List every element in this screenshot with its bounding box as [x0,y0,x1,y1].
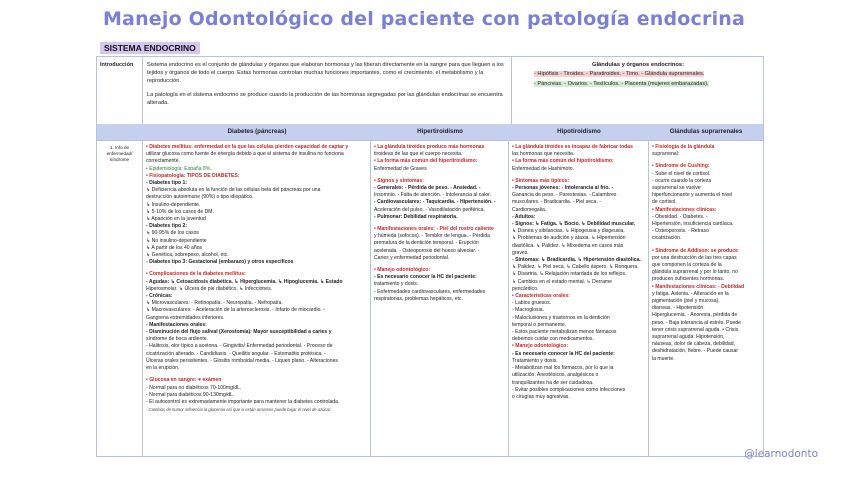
col2-line: - Cardiovasculares: - Taquicardia. - Hipertensión. - [374,199,496,206]
col2-line: prematura de la dentición temporal. - Erupción [374,240,479,247]
glands-title: Glándulas y órganos endocrinos: [591,62,685,68]
col2-line: Aceleración del pulso. - Vasodilatación periférica. [374,206,485,213]
col3-line: ↳ Cambios en el estado mental. ↳ Derrame [512,278,612,285]
col1-line: - Agudas: ↳ Cetoacidosis diabética. ↳ Hiperglucemia. ↳ Hipoglucemia. ↳ Estado [146,278,343,285]
col1-line: - El autocontrol es extremadamente importante para mantener la diabetes controlada. [146,398,340,405]
col1-line: ↳ A partir de los 40 años [146,244,203,251]
col1-line: ↳ Aparición en la juventud [146,216,206,223]
col2-line: - Pulmonar: Debilidad respiratoria. [374,213,458,220]
col3-line: musculares. - Bradicardia. - Piel seca. - [512,199,601,206]
col3-line: ↳ Disartria. ↳ Relajación retardada de los reflejos. [512,271,627,278]
hipertiroidismo-column [371,141,509,457]
col1-line: ↳ No insulino-dependiente [146,237,207,244]
col3-line: pericárdico. [512,285,539,292]
glands-box [511,57,764,124]
col3-line: - Es necesario conocer la HC del paciente: [512,350,615,357]
col1-line: - Manifestaciones orales: [146,321,207,328]
col3-line: tranquilizantes ha de ser cuidadosa. [512,379,594,386]
col2-line: • La forma más común del hipertiroidismo: [374,158,478,165]
column-headers [97,124,763,141]
col3-line: ↳ Palidez. ↳ Piel seca. ↳ Cabello áspero. ↳ Ronquera. [512,264,639,271]
col4-line: y fatiga. Astenia. - Alteración en la [652,290,729,297]
col3-line: • La forma más común del hipotiroidismo: [512,158,614,165]
col2-line: Caries y enfermedad periodontal. [374,254,450,261]
col4-line: pigmentación (piel y mucosa), [652,298,720,305]
col2-line: • Signos y síntomas: [374,177,424,184]
col2-line: tratamiento y dosis. [374,281,419,288]
col1-line: - Crónicas: [146,293,173,300]
header-hipertiroidismo: Hipertiroidismo [417,128,463,135]
header-diabetes: Diabetes (páncreas) [227,128,287,135]
col4-line: suprarrenal: [652,151,680,158]
col1-line: ↳ 5-10% de los casos de DM. [146,208,214,215]
page-title: Manejo Odontológico del paciente con patología endocrina [102,8,746,30]
col4-line: por una destrucción de las tres capas [652,254,737,261]
col4-line: diarreas. - Hipotensión. [652,305,705,312]
glands-line-1: - Hipófisis - Tiroides. - Paratiroides. - Timo. - Glándula suprarrenales. [534,71,705,77]
suprarrenales-column [649,141,763,457]
hipotiroidismo-column [509,141,649,457]
col1-line: Úlceras orales persistentes. - Glositis romboidal media. - Liquen plano. - Alteraciones [146,357,338,364]
col3-line: ↳ Problemas de audición y ataxia. ↳ Hipertensión [512,235,626,242]
col2-line: - Generales: - Pérdida de peso. - Ansiedad. - [374,185,481,192]
col3-line: - Labios gruesos. [512,300,552,307]
col3-line: - Evitar posibles complicaciones como infecciones [512,386,626,393]
col4-line: suprarrenal se vuelve [652,185,701,192]
col4-line: - Sube el nivel de cortisol. [652,170,711,177]
summary-table [96,56,764,457]
col1-line: - Diabetes tipo 1: [146,180,188,187]
col2-line: acelerada. - Osteoporosis del hueso alveolar. - [374,247,480,254]
intro-paragraph-2: La patología en el sistema endocrino se produce cuando la producción de las hormonas segregadas por las glándulas endocrinas se encuentra alterada. [147,92,503,106]
col1-line: ↳ Insulino-dependiente. [146,201,201,208]
col3-line: debemos cuidar con medicamentos. [512,336,594,343]
col1-line: • Epidemiología: España 8%. [146,165,212,172]
col1-line: • Complicaciones de la diabetes mellitus: [146,271,246,278]
glands-line-2: - Páncreas. - Ovarios. - Testículos. - Placenta (mujeres embarazadas). [534,81,709,87]
col4-line: - Osteoporosis. - Retraso [652,228,709,235]
col3-line: o cirugías muy agresivas. [512,393,570,400]
col1-line: cicatrización alterado. - Candidiasis. - Queilitis angular. - Estomatitis protésica. - [146,350,326,357]
col3-line: • Características orales: [512,293,570,300]
col1-line: ↳ Microvasculares: - Retinopatía. - Neuropatía. - Nefropatía. [146,300,283,307]
col3-line: diastólica. ↳ Palidez. ↳ Mixedema en casos más [512,242,624,249]
col3-line: - Macroglosia. [512,307,544,314]
col3-line: temporal o permanente. [512,321,567,328]
col1-line: - Cambios de humor influencia la glucemia así que si están ansiosos puede bajar el nivel de azúcar. [146,407,332,413]
col4-line: • Síndrome de Addison: se produce [652,247,738,254]
intro-row [97,57,763,125]
col4-line: - Obesidad. - Diabetes. - [652,213,708,220]
col4-line: de cortisol. [652,199,677,206]
col1-line: - Diabetes tipo 3: Gestacional (embarazo) y otros específicos [146,259,294,266]
col3-line: - Estos paciente metabolizan menos fármacos [512,329,617,336]
col3-line: - Personas jóvenes: - Intolerancia al frío. - [512,185,614,192]
col4-line: • Manifestaciones clínicas: [652,206,717,213]
col2-line: - Enfermedades cardiovasculares, enfermedades [374,288,486,295]
col2-line: • Manejo odontológico: [374,267,431,274]
col1-line: síndrome de boca ardiente. [146,336,209,343]
col1-line: Gangrena extremidades inferiores. [146,314,225,321]
col4-line: hiperfuncionante y aumenta el nivel [652,192,733,199]
col4-line: la muerte. [652,355,675,362]
col2-line: respiratorias, problemas hepáticos, etc. [374,295,463,302]
col1-line: ↳ Deficiencia absoluta en la función de las células beta del páncreas por una [146,187,321,194]
row-label: 1. Info de enfermedad/ síndrome [97,141,143,457]
col1-line: - Diabetes tipo 2: [146,223,188,230]
col3-line: las hormonas que necesita. [512,151,575,158]
col1-line: destrucción autoinmune (90%) o tipo idiopático. [146,194,254,201]
intro-text [147,61,509,113]
col1-line: correctamente. [146,158,180,165]
col2-line: Enfermedad de Graves [374,165,427,172]
col1-line: en la erupción. [146,365,180,372]
header-suprarrenales: Glándulas suprarrenales [669,128,743,135]
col1-line: • Fisiopatología: TIPOS DE DIABETES: [146,172,240,179]
col1-line: Hiperosmolar. ↳ Úlcera de pie diabético. ↳ Infecciones. [146,285,273,292]
col4-line: • Manifestaciones clínicas: - Debilidad [652,283,745,290]
col1-line: utilizar glucosa como fuente de energía debido a que el sistema de insulina no funciona [146,151,344,158]
col1-line: - Disminución del flujo salival (Xerostomía): Mayor susceptibilidad a caries y [146,329,332,336]
col3-line: • Manejo odontológico: [512,343,569,350]
col2-line: Insomnio. - Falta de atención. - Intolerancia al calor. [374,192,491,199]
col2-line: - Es necesario conocer la HC del paciente: [374,274,477,281]
col1-line: ↳ Genética, sobrepeso, alcohol, etc. [146,252,229,259]
col1-line: - Normal para diabéticos 90-130mg/dL. [146,391,235,398]
col2-line: y húmeda (sofocos). - Temblor de lengua. - Pérdida [374,233,490,240]
col4-line: que componen la corteza de la [652,262,722,269]
col1-line: • Glucosa en sangre: ♥ exámen [146,377,222,384]
col2-line: tiroideas de las que el cuerpo necesita. [374,151,463,158]
col4-line: Hiperglucemia. - Anorexia, pérdida de [652,312,738,319]
col1-line: • Diabetes mellitus: enfermedad en la que las células pierden capacidad de captar y [146,144,349,150]
intro-paragraph-1: Sistema endocrino es el conjunto de glándulas y órganos que elaboran hormonas y las liberan directamente en la sangre para que lleguen a los tejidos y órganos de todo el cuerpo. Estas hormonas controlan muchas funciones importantes, como el crecimiento, el metabolismo y la reproducción. [147,62,504,84]
col4-line: suprarrenal aguda: Hipotensión, [652,334,725,341]
col3-line: - Adultos: [512,213,536,220]
col2-line: • La glándula tiroides produce más hormonas [374,144,485,150]
col4-line: • Síndrome de Cushing: [652,163,710,170]
col4-line: cicatrización. [652,235,682,242]
col3-line: • Síntomas más típicos: [512,177,570,184]
col3-line: - Metabolizan mal los fármacos, por lo que la [512,365,614,372]
col3-line: Enfermedad de Hashimoto. [512,165,575,172]
col1-line: ↳ Macrovasculares: - Aceleración de la arterosclerosis. - Infarto de miocardio. - [146,307,325,314]
intro-label: Introducción [97,57,143,124]
col4-line: glándula suprarrenal y por lo tanto, no [652,269,738,276]
instagram-handle: @learnodonto [744,448,818,460]
col2-line: • Manifestaciones orales: - Piel del rostro caliente [374,226,494,233]
col3-line: graves. [512,249,529,256]
col4-line: náuseas, dolor de cabeza, debilidad, [652,341,735,348]
col3-line: • La glándula tiroides es incapaz de fabricar todas [512,144,633,150]
col3-line: Ganancia de peso. - Parestesias. - Calambres [512,192,617,199]
col4-line: peso. - Baja tolerancia al estrés. Puede [652,319,741,326]
col3-line: ↳ Disnea y sibilancias. ↳ Hipogeusia y disgeusia. [512,228,625,235]
col4-line: deshidratación, fiebre. - Puede causar [652,348,739,355]
col3-line: Tratamiento y dosis. [512,357,558,364]
col3-line: - Signos: ↳ Fatiga. ↳ Bocio. ↳ Debilidad muscular. [512,221,636,228]
col1-line: - Normal para no diabéticos 70-100mg/dL. [146,384,242,391]
col4-line: producen suficientes hormonas. [652,276,725,283]
header-hipotiroidismo: Hipotiroidismo [557,128,601,135]
col3-line: - Síntomas: ↳ Bradicardia. ↳ Hipertensión diastólica. [512,257,641,264]
diabetes-column [143,141,371,457]
col4-line: • Fisiología de la glándula [652,144,715,150]
col4-line: - ocurre cuando la corteza [652,177,712,184]
col4-line: Hipertensión, insuficiencia cardíaca. [652,221,734,228]
col1-line: - Halitosis, olor típico a acetona. - Gingivitis/ Enfermedad periodontal. - Proceso de [146,343,333,350]
col3-line: - Maloclusiones y trastornos en la dentición [512,314,610,321]
section-label: SISTEMA ENDOCRINO [100,42,200,54]
col3-line: utilización: Anestésicos, analgésicos o [512,372,599,379]
col1-line: ↳ 90-95% de los casos [146,230,199,237]
col4-line: tener crisis suprarrenal aguda. • Crisis [652,326,739,333]
col3-line: Cardiomegalia. [512,206,547,213]
